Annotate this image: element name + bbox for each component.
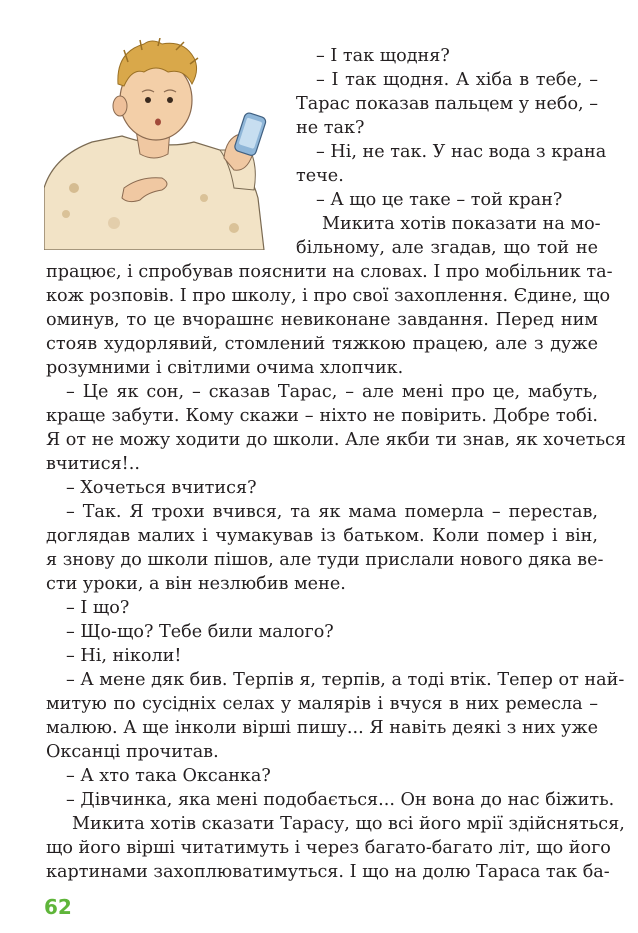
text-line: – І що? — [66, 598, 130, 618]
text-line: Оксанці прочитав. — [46, 742, 219, 762]
text-line: стояв худорлявий, стомлений тяжкою працею, але з дуже — [46, 334, 598, 354]
text-line: сти уроки, а він незлюбив мене. — [46, 574, 346, 594]
text-line: оминув, то це вчорашнє невиконане завдання. Перед ним — [46, 310, 598, 330]
boy-with-phone-illustration — [44, 38, 294, 250]
text-line: розумними і світлими очима хлопчик. — [46, 358, 404, 378]
text-line: Микита хотів сказати Тарасу, що всі його мрії здійсняться, — [72, 814, 625, 834]
text-line: – А мене дяк бив. Терпів я, терпів, а тоді втік. Тепер от най- — [66, 670, 625, 690]
text-line: картинами захоплюватимуться. І що на долю Тараса так ба- — [46, 862, 610, 882]
text-line: – Ні, ніколи! — [66, 646, 182, 666]
text-line: – Хочеться вчитися? — [66, 478, 257, 498]
text-line: я знову до школи пішов, але туди прислали нового дяка ве- — [46, 550, 604, 570]
text-line: Тарас показав пальцем у небо, – — [296, 94, 599, 114]
text-line: більному, але згадав, що той не — [296, 238, 598, 258]
page-number: 62 — [44, 895, 72, 919]
text-line: працює, і спробував пояснити на словах. І про мобільник та- — [46, 262, 613, 282]
text-line: – І так щодня? — [316, 46, 450, 66]
text-column-beside-illustration — [296, 44, 607, 260]
text-line: – Так. Я трохи вчився, та як мама померла – перестав, — [66, 502, 598, 522]
text-line: – Ні, не так. У нас вода з крана — [316, 142, 607, 162]
text-line: – А що це таке – той кран? — [316, 190, 563, 210]
text-line: Я от не можу ходити до школи. Але якби ти знав, як хочеться — [46, 430, 627, 450]
text-line: малюю. А ще інколи вірші пишу... Я навіть деякі з них уже — [46, 718, 598, 738]
text-line: не так? — [296, 118, 365, 138]
text-line: – А хто така Оксанка? — [66, 766, 271, 786]
text-line: краще забути. Кому скажи – ніхто не повірить. Добре тобі. — [46, 406, 598, 426]
text-line: – Дівчинка, яка мені подобається... Он вона до нас біжить. — [66, 790, 615, 810]
text-line: доглядав малих і чумакував із батьком. Коли помер і він, — [46, 526, 598, 546]
text-line: що його вірші читатимуть і через багато-багато літ, що його — [46, 838, 611, 858]
text-line: Микита хотів показати на мо- — [322, 214, 601, 234]
text-line: вчитися!.. — [46, 454, 140, 474]
text-line: – Це як сон, – сказав Тарас, – але мені про це, мабуть, — [66, 382, 598, 402]
text-line: митую по сусідніх селах у малярів і вчуся в них ремесла – — [46, 694, 598, 714]
main-text-block — [46, 260, 627, 884]
text-line: – І так щодня. А хіба в тебе, – — [316, 70, 598, 90]
text-line: кож розповів. І про школу, і про свої захоплення. Єдине, що — [46, 286, 611, 306]
text-line: – Що-що? Тебе били малого? — [66, 622, 334, 642]
text-line: тече. — [296, 166, 344, 186]
